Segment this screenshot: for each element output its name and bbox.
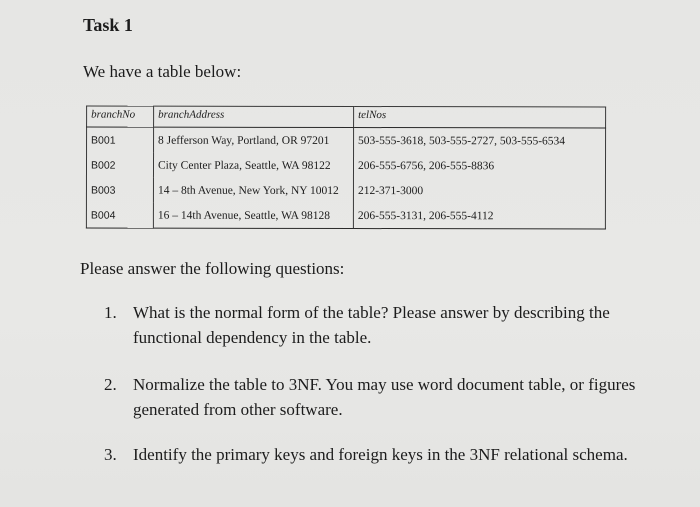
question-list bbox=[104, 300, 674, 467]
cell-branchaddress: 8 Jefferson Way, Portland, OR 97201 bbox=[154, 127, 354, 153]
question-number: 1. bbox=[104, 303, 117, 322]
cell-branchaddress: 14 – 8th Avenue, New York, NY 10012 bbox=[153, 178, 353, 203]
table-row bbox=[86, 203, 605, 229]
cell-telnos: 206-555-3131, 206-555-4112 bbox=[353, 203, 605, 229]
question-text: Normalize the table to 3NF. You may use word document table, or figures generated from other software. bbox=[133, 375, 636, 419]
cell-branchno: B003 bbox=[86, 178, 153, 203]
question-item bbox=[104, 300, 674, 350]
branch-table bbox=[86, 106, 606, 230]
questions-prompt: Please answer the following questions: bbox=[80, 259, 345, 278]
task-title: Task 1 bbox=[83, 15, 133, 35]
column-header-branchaddress: branchAddress bbox=[154, 106, 354, 127]
table-row bbox=[87, 127, 606, 153]
cell-telnos: 503-555-3618, 503-555-2727, 503-555-6534 bbox=[354, 128, 606, 154]
question-item bbox=[104, 372, 674, 422]
intro-text: We have a table below: bbox=[83, 62, 242, 81]
table-row bbox=[86, 178, 605, 204]
cell-telnos: 212-371-3000 bbox=[353, 178, 605, 203]
cell-branchno: B004 bbox=[86, 203, 153, 229]
cell-branchaddress: 16 – 14th Avenue, Seattle, WA 98128 bbox=[153, 203, 353, 229]
question-number: 2. bbox=[104, 375, 117, 394]
cell-telnos: 206-555-6756, 206-555-8836 bbox=[353, 153, 605, 178]
table-row bbox=[86, 153, 605, 179]
question-item bbox=[104, 442, 674, 467]
table-header-row bbox=[87, 106, 606, 128]
column-header-branchno: branchNo bbox=[87, 106, 154, 127]
cell-branchno: B002 bbox=[86, 153, 153, 178]
cell-branchno: B001 bbox=[87, 127, 154, 153]
question-text: Identify the primary keys and foreign keys in the 3NF relational schema. bbox=[133, 445, 628, 464]
question-number: 3. bbox=[104, 445, 117, 464]
question-text: What is the normal form of the table? Please answer by describing the functional dependency in the table. bbox=[133, 303, 610, 347]
cell-branchaddress: City Center Plaza, Seattle, WA 98122 bbox=[153, 153, 353, 178]
column-header-telnos: telNos bbox=[354, 107, 606, 128]
